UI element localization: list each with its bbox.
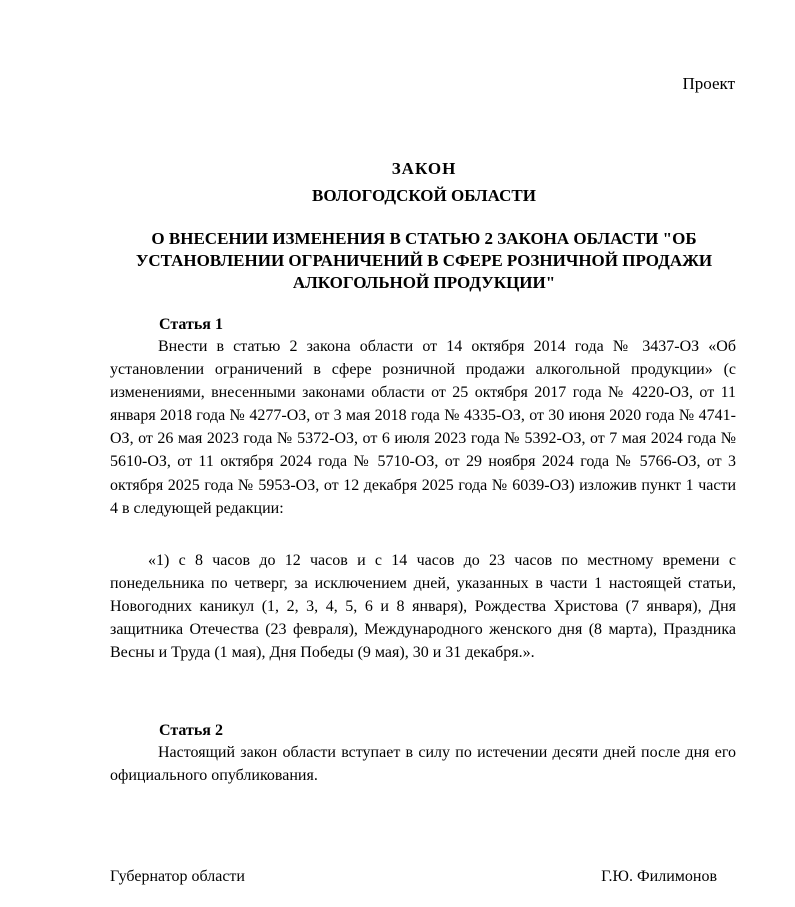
- article-1-quote: «1) с 8 часов до 12 часов и с 14 часов до 23 часов по местному времени с понедельника по четверг, за исключением дней, указанных в части 1 настоящей статьи, Новогодних каникул (1, 2, 3, 4, 5, 6 и 8 января), Рождества Христова (7 января), Дня защитника Отечества (23 февраля), Международного женского дня (8 марта), Праздника Весны и Труда (1 мая), Дня Победы (9 мая), 30 и 31 декабря.».: [110, 552, 736, 662]
- signature-name: Г.Ю. Филимонов: [601, 868, 717, 885]
- article-1-text: Внести в статью 2 закона области от 14 октября 2014 года № 3437-ОЗ «Об установлении ограничений в сфере розничной продажи алкогольной продукции» (с изменениями, внесенными законами области от 25 октября 2017 года № 4220-ОЗ, от 11 января 2018 года № 4277-ОЗ, от 3 мая 2018 года № 4335-ОЗ, от 30 июня 2020 года № 4741-ОЗ, от 26 мая 2023 года № 5372-ОЗ, от 6 июля 2023 года № 5392-ОЗ, от 7 мая 2024 года № 5610-ОЗ, от 11 октября 2024 года № 5710-ОЗ, от 29 ноября 2024 года № 5766-ОЗ, от 3 октября 2025 года № 5953-ОЗ, от 12 декабря 2025 года № 6039-ОЗ) изложив пункт 1 части 4 в следующей редакции:: [110, 338, 736, 517]
- article-1-title: Статья 1: [159, 316, 223, 333]
- article-2-text: Настоящий закон области вступает в силу по истечении десяти дней после дня его официального опубликования.: [110, 744, 736, 785]
- law-subject: О ВНЕСЕНИИ ИЗМЕНЕНИЯ В СТАТЬЮ 2 ЗАКОНА ОБЛАСТИ "ОБ УСТАНОВЛЕНИИ ОГРАНИЧЕНИЙ В СФЕРЕ РОЗНИЧНОЙ ПРОДАЖИ АЛКОГОЛЬНОЙ ПРОДУКЦИИ": [135, 229, 713, 292]
- signature-position: Губернатор области: [110, 868, 245, 885]
- article-2-title: Статья 2: [159, 722, 223, 739]
- law-title: ЗАКОН: [391, 159, 457, 178]
- draft-label: Проект: [682, 74, 735, 93]
- region-title: ВОЛОГОДСКОЙ ОБЛАСТИ: [312, 186, 536, 205]
